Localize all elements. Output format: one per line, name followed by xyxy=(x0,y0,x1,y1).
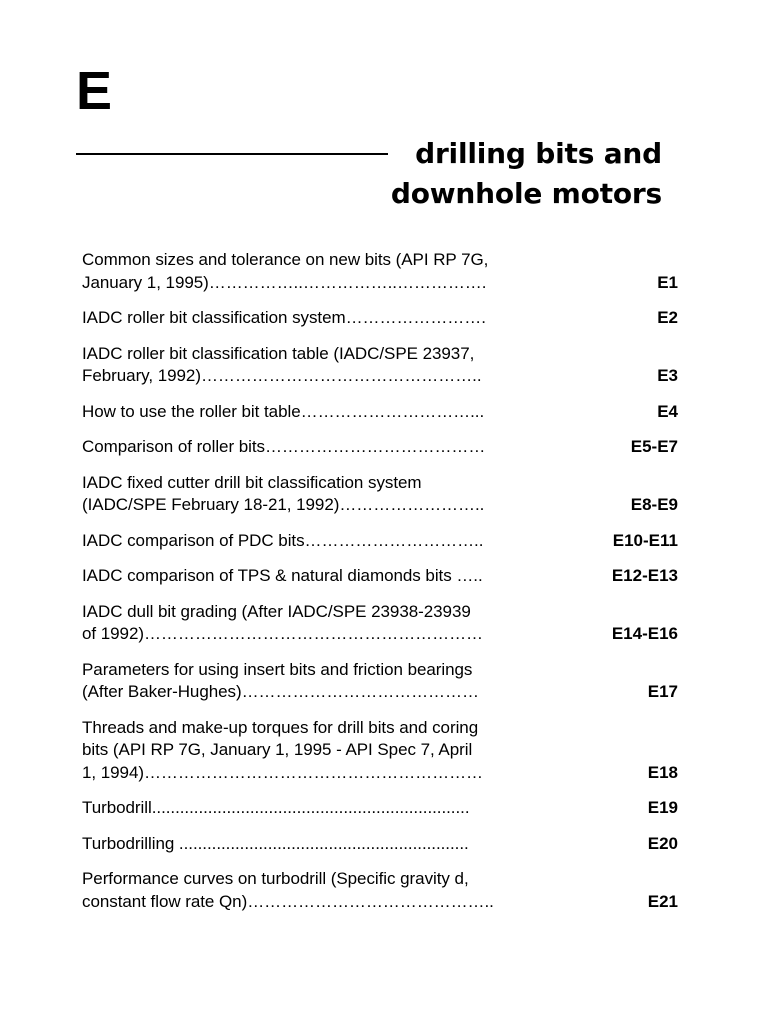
toc-entry-text: IADC roller bit classification table (IADC/SPE 23937, February, 1992)………………………………………….. xyxy=(82,343,482,385)
toc-entry-page: E12-E13 xyxy=(611,566,678,585)
toc-entry-text: IADC roller bit classification system……………………. xyxy=(82,308,486,327)
toc-entry-page: E21 xyxy=(647,891,678,911)
toc-entry-page: E10-E11 xyxy=(612,530,678,550)
toc-entry-text: Turbodrill.................................................................... xyxy=(82,798,470,817)
toc-entry-e12-e13[interactable] xyxy=(82,565,678,588)
toc-entry-text: Comparison of roller bits………………………………… xyxy=(82,437,486,456)
toc-entry-text: IADC fixed cutter drill bit classification system (IADC/SPE February 18-21, 1992)…………………….. xyxy=(82,472,485,514)
toc-entry-page: E3 xyxy=(657,366,678,385)
chapter-title-line-2: downhole motors xyxy=(390,177,662,210)
toc-entry-e17[interactable] xyxy=(82,659,678,704)
toc-entry-page: E17 xyxy=(647,682,678,701)
toc-entry-text: Turbodrilling .............................................................. xyxy=(82,833,469,853)
toc-entry-page: E2 xyxy=(657,308,678,327)
toc-entry-page: E18 xyxy=(647,762,678,782)
chapter-title xyxy=(340,134,662,214)
toc-entry-page: E1 xyxy=(657,272,678,292)
toc-entry-e20[interactable] xyxy=(82,833,678,856)
toc-entry-e4[interactable] xyxy=(82,401,678,424)
toc-entry-text: Common sizes and tolerance on new bits (API RP 7G, January 1, 1995)……………..……………..……………. xyxy=(82,250,489,292)
toc-entry-page: E8-E9 xyxy=(630,495,678,514)
toc-entry-e10-e11[interactable] xyxy=(82,530,678,553)
toc-entry-e1[interactable] xyxy=(82,249,678,294)
toc-entry-e19[interactable] xyxy=(82,797,678,820)
toc-entry-e18[interactable] xyxy=(82,717,678,785)
toc-entry-page: E14-E16 xyxy=(611,624,678,643)
toc-entry-e8-e9[interactable] xyxy=(82,472,678,517)
toc-entry-text: Performance curves on turbodrill (Specific gravity d, constant flow rate Qn)…………………………………….. xyxy=(82,869,494,911)
toc-entry-text: How to use the roller bit table…………………………... xyxy=(82,401,485,421)
toc-entry-e14-e16[interactable] xyxy=(82,601,678,646)
toc-entry-e21[interactable] xyxy=(82,868,678,913)
chapter-title-line-1: drilling bits and xyxy=(415,137,662,170)
toc-entry-text: Parameters for using insert bits and friction bearings (After Baker-Hughes)…………………………………… xyxy=(82,659,479,701)
table-of-contents xyxy=(82,249,678,926)
toc-entry-page: E19 xyxy=(647,798,678,817)
toc-entry-page: E20 xyxy=(647,833,678,853)
toc-entry-text: IADC comparison of TPS & natural diamonds bits ….. xyxy=(82,566,483,585)
toc-entry-page: E5-E7 xyxy=(630,437,678,456)
toc-entry-e2[interactable] xyxy=(82,307,678,330)
toc-entry-page: E4 xyxy=(657,401,678,421)
toc-entry-text: Threads and make-up torques for drill bits and coring bits (API RP 7G, January 1, 1995 - API Spec 7, April 1, 1994)…………………………………………………… xyxy=(82,717,483,782)
toc-entry-e3[interactable] xyxy=(82,343,678,388)
toc-entry-e5-e7[interactable] xyxy=(82,436,678,459)
toc-entry-text: IADC comparison of PDC bits………………………….. xyxy=(82,530,484,550)
toc-entry-text: IADC dull bit grading (After IADC/SPE 23938-23939 of 1992)…………………………………………………… xyxy=(82,601,483,643)
chapter-letter: E xyxy=(76,61,113,121)
